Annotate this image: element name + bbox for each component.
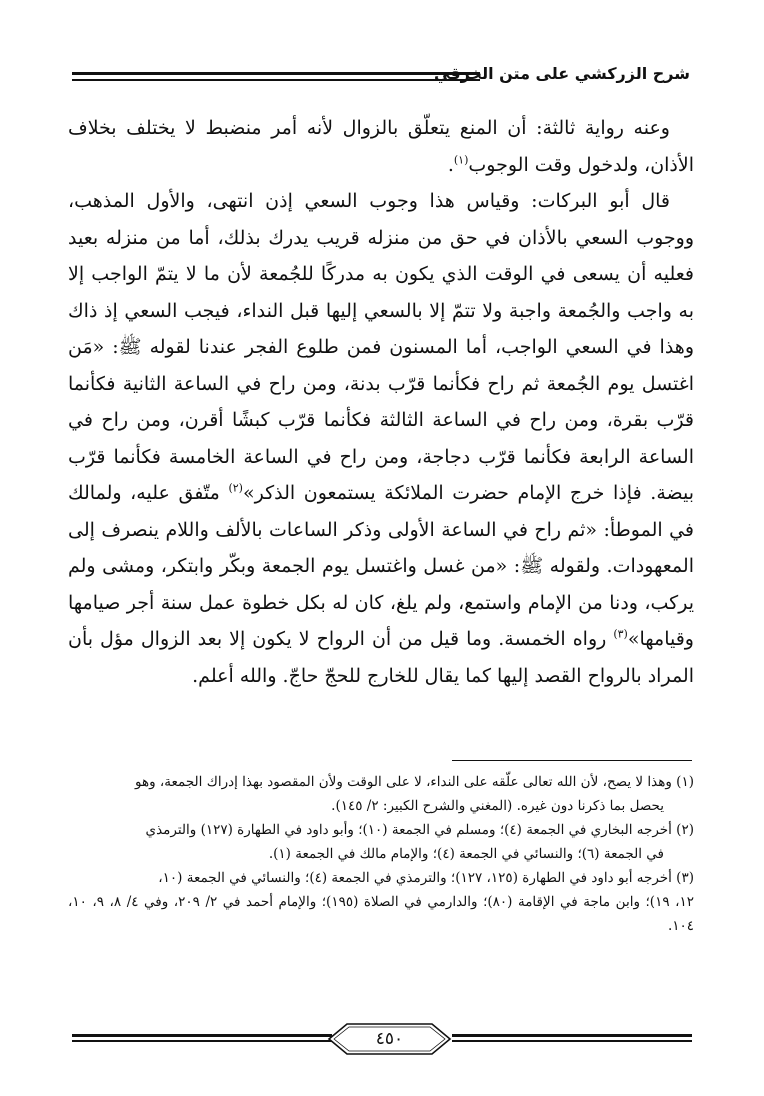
- footnote-1-continued: [68, 794, 694, 818]
- paragraph-1: وعنه رواية ثالثة: أن المنع يتعلّق بالزوال لأنه أمر منضبط لا يختلف بخلاف الأذان، ولدخول وقت الوجوب$^{(١)}$.: [68, 117, 694, 176]
- main-text: [68, 110, 694, 694]
- footnotes: [68, 770, 694, 938]
- footnote-text: (٣) أخرجه أبو داود في الطهارة (١٢٥، ١٢٧)؛ والترمذي في الجمعة (٤)؛ والنسائي في الجمعة (١٠،: [158, 870, 694, 886]
- header-double-rule: [72, 72, 480, 81]
- footnote-ref-3: (٣): [613, 627, 628, 641]
- footnote-ref-2: (٢): [228, 481, 243, 495]
- footnote-text: (٢) أخرجه البخاري في الجمعة (٤)؛ ومسلم في الجمعة (١٠)؛ وأبو داود في الطهارة (١٢٧) والترمذي: [145, 822, 694, 838]
- footer-rule-left: [72, 1034, 332, 1042]
- header-title: شرح الزركشي على متن الخرقي: [433, 64, 690, 83]
- page-footer: [72, 1022, 692, 1056]
- footnote-3: [68, 866, 694, 890]
- footnote-text: ١٢، ١٩)؛ وابن ماجة في الإقامة (٨٠)؛ والدارمي في الصلاة (١٩٥)؛ والإمام أحمد في ٢/ ٢٠٩، وفي ٤/ ٨، ٩، ١٠، ١٠٤.: [68, 894, 694, 934]
- footnote-text: في الجمعة (٦)؛ والنسائي في الجمعة (٤)؛ والإمام مالك في الجمعة (١).: [268, 846, 664, 862]
- footnote-text: يحصل بما ذكرنا دون غيره. (المغني والشرح الكبير: ٢/ ١٤٥).: [331, 798, 664, 814]
- running-header: [72, 62, 690, 92]
- footnote-1: [68, 770, 694, 794]
- footer-rule-right: [452, 1034, 692, 1042]
- footnote-3-continued: [68, 890, 694, 938]
- paragraph-text: قال أبو البركات: وقياس هذا وجوب السعي إذن انتهى، والأول المذهب، ووجوب السعي بالأذان في حق من منزله قريب يدرك بذلك، أما من منزله بعيد فعليه أن يسعى في الوقت الذي يكون به مدركًا للجُمعة لأن ما لا يتمّ الواجب إلا به واجب والجُمعة واجبة ولا تتمّ إلا بالسعي إليها قبل النداء، فيجب السعي إذ ذاك وهذا في السعي الواجب، أما المسنون فمن طلوع الفجر عندنا لقوله ﷺ: «مَن اغتسل يوم الجُمعة ثم راح فكأنما قرّب بدنة، ومن راح في الساعة الثانية فكأنما قرّب بقرة، ومن راح في الساعة الثالثة فكأنما قرّب كبشًا أقرن، ومن راح في الساعة الرابعة فكأنما قرّب دجاجة، ومن راح في الساعة الخامسة فكأنما قرّب بيضة. فإذا خرج الإمام حضرت الملائكة يستمعون الذكر»: [68, 190, 694, 504]
- paragraph-text: وعنه رواية ثالثة: أن المنع يتعلّق بالزوال لأنه أمر منضبط لا يختلف بخلاف الأذان، ولدخول وقت الوجوب: [68, 117, 694, 176]
- footnote-2: [68, 818, 694, 842]
- paragraph-2: [68, 183, 694, 694]
- page-number-ornament: [327, 1022, 452, 1056]
- page-number: ٤٥٠: [375, 1029, 404, 1049]
- footnote-separator: [452, 760, 692, 761]
- paragraph-text: رواه الخمسة. وما قيل من أن الرواح لا يكون إلا بعد الزوال مؤل بأن المراد بالرواح القصد إليها كما يقال للخارج للحجّ حاجّ. والله أعلم.: [68, 628, 694, 687]
- footnote-text: (١) وهذا لا يصح، لأن الله تعالى علّقه على النداء، لا على الوقت ولأن المقصود بهذا إدراك الجمعة، وهو: [135, 774, 694, 790]
- footnote-ref-1: (١): [453, 153, 469, 167]
- paragraph-text: متّفق عليه، ولمالك في الموطأ: «ثم راح في الساعة الأولى وذكر الساعات بالألف واللام ينصرف إلى المعهودات. ولقوله ﷺ: «من غسل واغتسل يوم الجمعة وبكّر وابتكر، ومشى ولم يركب، ودنا من الإمام واستمع، ولم يلغ، كان له بكل خطوة عمل سنة أجر صيامها وقيامها»: [68, 482, 694, 650]
- footnote-2-continued: [68, 842, 694, 866]
